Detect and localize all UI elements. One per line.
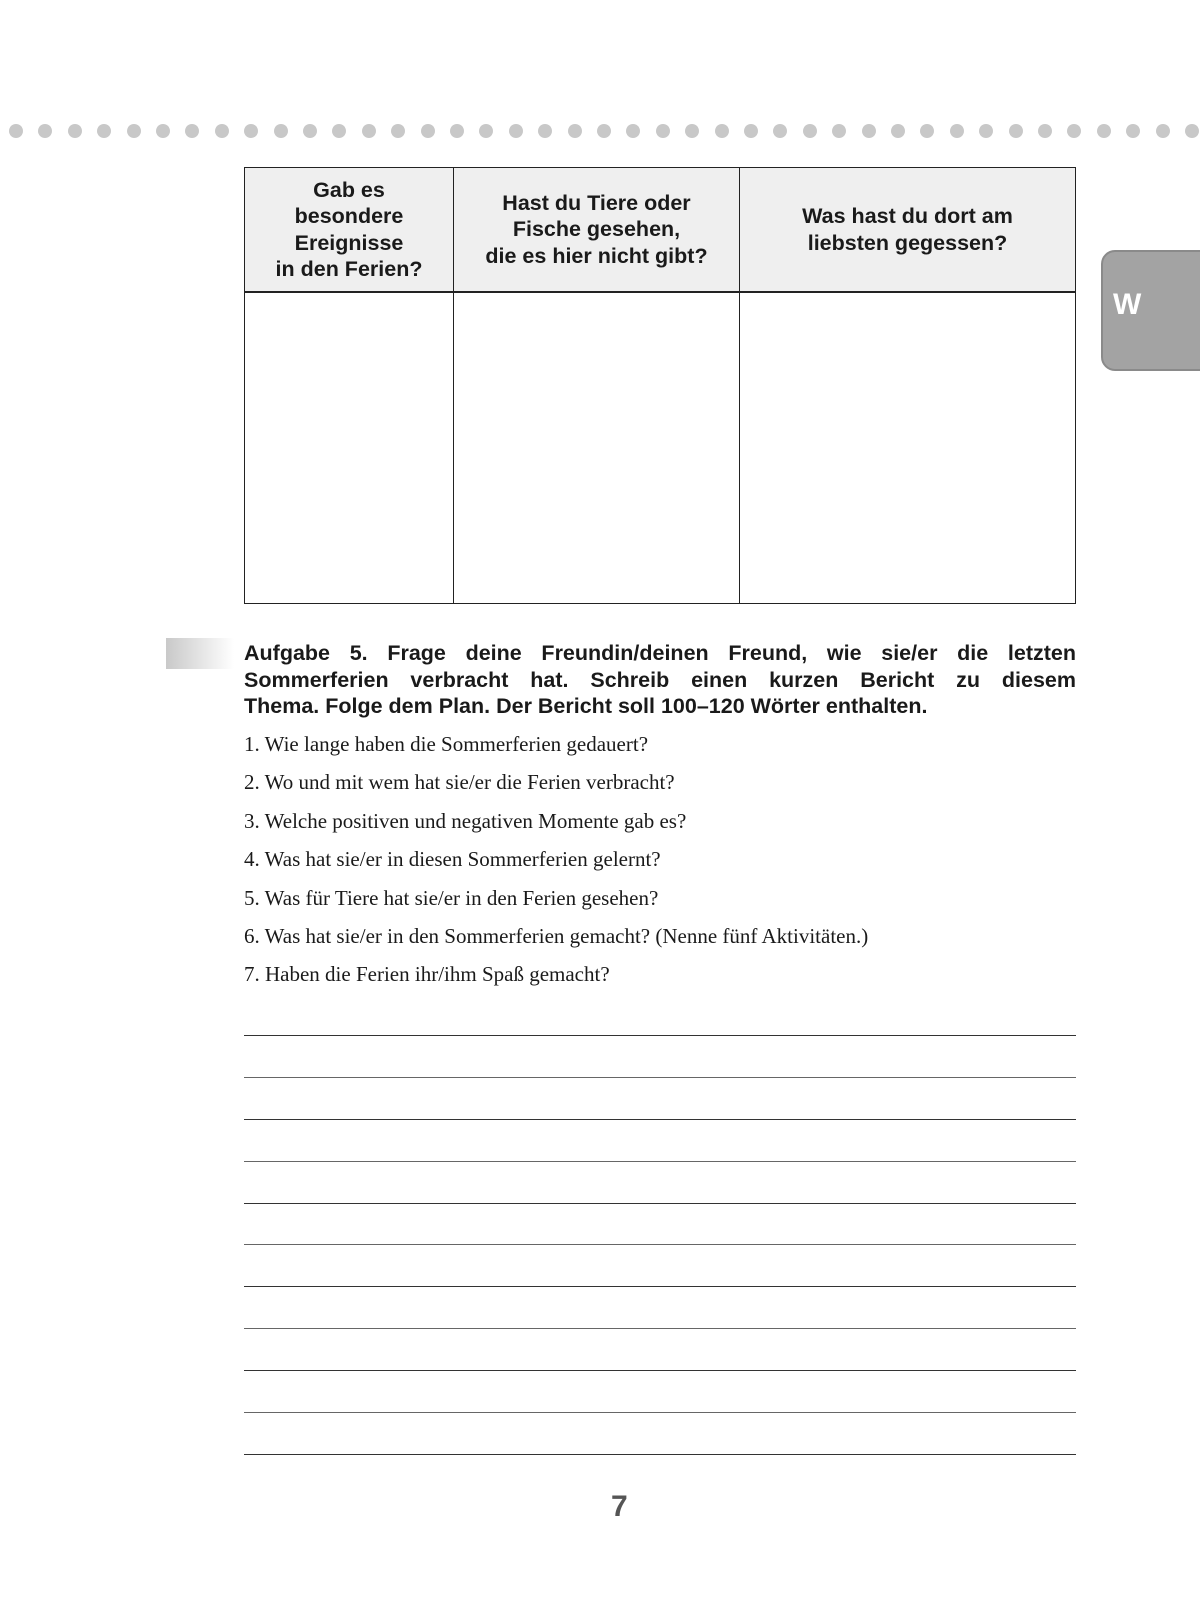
border-dot	[685, 124, 699, 138]
border-dot	[538, 124, 552, 138]
border-dot	[979, 124, 993, 138]
plan-item: 6. Was hat sie/er in den Sommerferien gemacht? (Nenne fünf Aktivitäten.)	[244, 923, 869, 948]
writing-line[interactable]	[244, 1370, 1076, 1412]
task-instruction	[244, 640, 1076, 720]
border-dot	[832, 124, 846, 138]
writing-line[interactable]	[244, 1077, 1076, 1119]
border-dot	[597, 124, 611, 138]
border-dot	[68, 124, 82, 138]
border-dot	[568, 124, 582, 138]
header-food	[740, 168, 1076, 293]
border-dot	[1038, 124, 1052, 138]
writing-line[interactable]	[244, 1035, 1076, 1077]
header-events	[245, 168, 454, 293]
plan-item: 2. Wo und mit wem hat sie/er die Ferien verbracht?	[244, 770, 675, 795]
border-dot	[9, 124, 23, 138]
plan-item: 7. Haben die Ferien ihr/ihm Spaß gemacht?	[244, 962, 610, 987]
border-dot	[920, 124, 934, 138]
border-dot	[626, 124, 640, 138]
border-dot	[1067, 124, 1081, 138]
writing-line[interactable]	[244, 1203, 1076, 1245]
answer-table	[244, 167, 1076, 604]
answer-cell-food[interactable]	[740, 292, 1076, 604]
section-tab	[1101, 250, 1200, 371]
border-dot	[1097, 124, 1111, 138]
border-dot	[715, 124, 729, 138]
plan-item: 3. Welche positiven und negativen Momente gab es?	[244, 808, 687, 833]
task-marker	[166, 638, 234, 669]
border-dot	[862, 124, 876, 138]
border-dot	[1156, 124, 1170, 138]
border-dot	[274, 124, 288, 138]
dotted-border	[0, 124, 1200, 138]
header-text: Ereignisse	[294, 230, 404, 255]
task-line: Thema. Folge dem Plan. Der Bericht soll 100–120 Wörter enthalten.	[244, 694, 928, 718]
border-dot	[127, 124, 141, 138]
writing-line[interactable]	[244, 1244, 1076, 1286]
border-dot	[1009, 124, 1023, 138]
header-text: Fische gesehen,	[512, 217, 681, 242]
answer-cell-animals[interactable]	[454, 292, 740, 604]
border-dot	[950, 124, 964, 138]
border-dot	[773, 124, 787, 138]
writing-line[interactable]	[244, 1454, 1076, 1496]
border-dot	[156, 124, 170, 138]
border-dot	[479, 124, 493, 138]
border-dot	[744, 124, 758, 138]
plan-list	[244, 730, 868, 999]
header-animals	[454, 168, 740, 293]
page-number: 7	[611, 1490, 628, 1523]
plan-item: 4. Was hat sie/er in diesen Sommerferien gelernt?	[244, 847, 661, 872]
header-text: Gab es	[313, 177, 385, 202]
writing-line[interactable]	[244, 1412, 1076, 1454]
header-text: in den Ferien?	[275, 257, 423, 281]
border-dot	[656, 124, 670, 138]
plan-item: 5. Was für Tiere hat sie/er in den Ferien gesehen?	[244, 885, 659, 910]
border-dot	[450, 124, 464, 138]
header-text: besondere	[294, 204, 404, 228]
writing-line[interactable]	[244, 1328, 1076, 1370]
border-dot	[303, 124, 317, 138]
border-dot	[803, 124, 817, 138]
border-dot	[1126, 124, 1140, 138]
border-dot	[97, 124, 111, 138]
border-dot	[244, 124, 258, 138]
answer-cell-events[interactable]	[245, 292, 454, 604]
border-dot	[362, 124, 376, 138]
border-dot	[891, 124, 905, 138]
border-dot	[391, 124, 405, 138]
header-text: Hast du Tiere oder	[502, 190, 691, 215]
writing-line[interactable]	[244, 1286, 1076, 1328]
header-text: liebsten gegessen?	[807, 230, 1008, 255]
border-dot	[332, 124, 346, 138]
border-dot	[421, 124, 435, 138]
writing-line[interactable]	[244, 1161, 1076, 1203]
task-line: Aufgabe 5. Frage deine Freundin/deinen Freund, wie sie/er die letzten	[244, 641, 1076, 665]
header-text: die es hier nicht gibt?	[485, 243, 708, 268]
writing-lines[interactable]	[244, 1035, 1076, 1496]
border-dot	[185, 124, 199, 138]
writing-line[interactable]	[244, 1119, 1076, 1161]
plan-item: 1. Wie lange haben die Sommerferien gedauert?	[244, 732, 649, 756]
task-line: Sommerferien verbracht hat. Schreib einen kurzen Bericht zu diesem	[244, 667, 1076, 692]
section-tab-label: W	[1113, 288, 1142, 321]
border-dot	[38, 124, 52, 138]
header-text: Was hast du dort am	[802, 204, 1013, 228]
border-dot	[215, 124, 229, 138]
border-dot	[509, 124, 523, 138]
border-dot	[1185, 124, 1199, 138]
